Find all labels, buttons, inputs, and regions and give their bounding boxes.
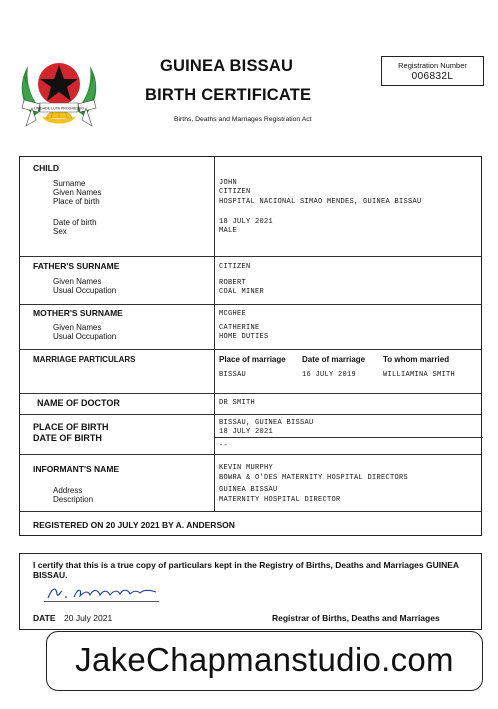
- marriage-date-value: 16 JULY 2019: [302, 371, 357, 379]
- birth-extra-value: --: [219, 442, 229, 450]
- row-divider: [20, 349, 481, 350]
- marriage-heading: MARRIAGE PARTICULARS: [33, 355, 136, 364]
- row-divider: [20, 414, 481, 415]
- mother-surname-value: MCGHEE: [219, 310, 247, 318]
- informant-address-label: Address: [53, 486, 83, 495]
- marriage-place-value: BISSAU: [219, 371, 247, 379]
- father-surname-value: CITIZEN: [219, 263, 251, 271]
- row-divider: [20, 256, 481, 257]
- child-place-label: Place of birth: [53, 197, 100, 206]
- child-dob-label: Date of birth: [53, 218, 97, 227]
- row-divider: [20, 304, 481, 305]
- emblem-ribbon-text: UNIDADE LUTA PROGRESSO: [33, 106, 85, 111]
- birth-date-value: 18 JULY 2021: [219, 428, 274, 436]
- mother-occupation-label: Usual Occupation: [53, 332, 117, 341]
- registrar-title: Registrar of Births, Deaths and Marriages: [272, 613, 440, 623]
- certification-box: [19, 553, 482, 630]
- registered-statement: REGISTERED ON 20 JULY 2021 BY A. ANDERSON: [33, 520, 235, 530]
- child-heading: CHILD: [33, 163, 59, 173]
- date-of-birth-heading: DATE OF BIRTH: [33, 433, 102, 443]
- informant-description-value: MATERNITY HOSPITAL DIRECTOR: [219, 496, 341, 504]
- father-occupation-value: COAL MINER: [219, 288, 265, 296]
- father-heading: FATHER'S SURNAME: [33, 261, 120, 271]
- signature-line: [44, 601, 159, 602]
- child-sex-value: MALE: [219, 227, 238, 235]
- registration-box: [381, 56, 484, 86]
- informant-heading: INFORMANT'S NAME: [33, 464, 120, 474]
- child-dob-value: 18 JULY 2021: [219, 218, 274, 226]
- mother-occupation-value: HOME DUTIES: [219, 333, 269, 341]
- mother-given-names-label: Given Names: [53, 323, 102, 332]
- mother-given-names-value: CATHERINE: [219, 324, 260, 332]
- row-divider: [20, 393, 481, 394]
- doctor-heading: NAME OF DOCTOR: [37, 398, 120, 408]
- emblem-graphic: [14, 46, 104, 134]
- registration-number: 006832L: [411, 71, 454, 82]
- place-of-birth-heading: PLACE OF BIRTH: [33, 422, 109, 432]
- child-surname-value: JOHN: [219, 179, 238, 187]
- country-title: GUINEA BISSAU: [160, 57, 294, 75]
- mother-heading: MOTHER'S SURNAME: [33, 308, 123, 318]
- certificate-title: BIRTH CERTIFICATE: [145, 86, 312, 104]
- row-divider: [20, 511, 481, 512]
- informant-address-value: GUINEA BISSAU: [219, 486, 278, 494]
- father-given-names-value: ROBERT: [219, 279, 247, 287]
- child-given-names-label: Given Names: [53, 188, 102, 197]
- father-given-names-label: Given Names: [53, 277, 102, 286]
- father-occupation-label: Usual Occupation: [53, 286, 117, 295]
- particulars-table: [19, 156, 482, 536]
- watermark-text: JakeChapmanstudio.com: [75, 641, 454, 678]
- marriage-whom-header: To whom married: [383, 355, 450, 364]
- column-divider: [214, 157, 215, 511]
- birth-place-value: BISSAU, GUINEA BISSAU: [219, 419, 314, 427]
- child-sex-label: Sex: [53, 227, 67, 236]
- coat-of-arms-emblem: [14, 46, 104, 134]
- certification-date-label: DATE: [33, 613, 56, 623]
- marriage-whom-value: WILLIAMINA SMITH: [383, 371, 456, 379]
- informant-name-value: KEVIN MURPHY: [219, 464, 274, 472]
- row-divider: [20, 454, 481, 455]
- row-divider: [214, 437, 483, 438]
- marriage-date-header: Date of marriage: [302, 355, 366, 364]
- act-subtitle: Births, Deaths and Marriages Registration Act: [174, 116, 312, 123]
- certification-date-value: 20 July 2021: [64, 613, 113, 623]
- marriage-place-header: Place of marriage: [219, 355, 286, 364]
- certification-statement: I certify that this is a true copy of particulars kept in the Registry of Births, Deaths and Marriages GUINEA BISSAU.: [33, 560, 459, 580]
- signature-image: [44, 582, 164, 602]
- child-place-value: HOSPITAL NACIONAL SIMAO MENDES, GUINEA BISSAU: [219, 198, 422, 206]
- child-given-names-value: CITIZEN: [219, 188, 251, 196]
- informant-description-label: Description: [53, 495, 94, 504]
- registration-label: Registration Number: [398, 61, 467, 70]
- doctor-value: DR SMITH: [219, 399, 256, 407]
- informant-line2-value: BOWRA & O'DES MATERNITY HOSPITAL DIRECTORS: [219, 474, 409, 482]
- watermark-banner: [46, 631, 483, 691]
- child-surname-label: Surname: [53, 179, 86, 188]
